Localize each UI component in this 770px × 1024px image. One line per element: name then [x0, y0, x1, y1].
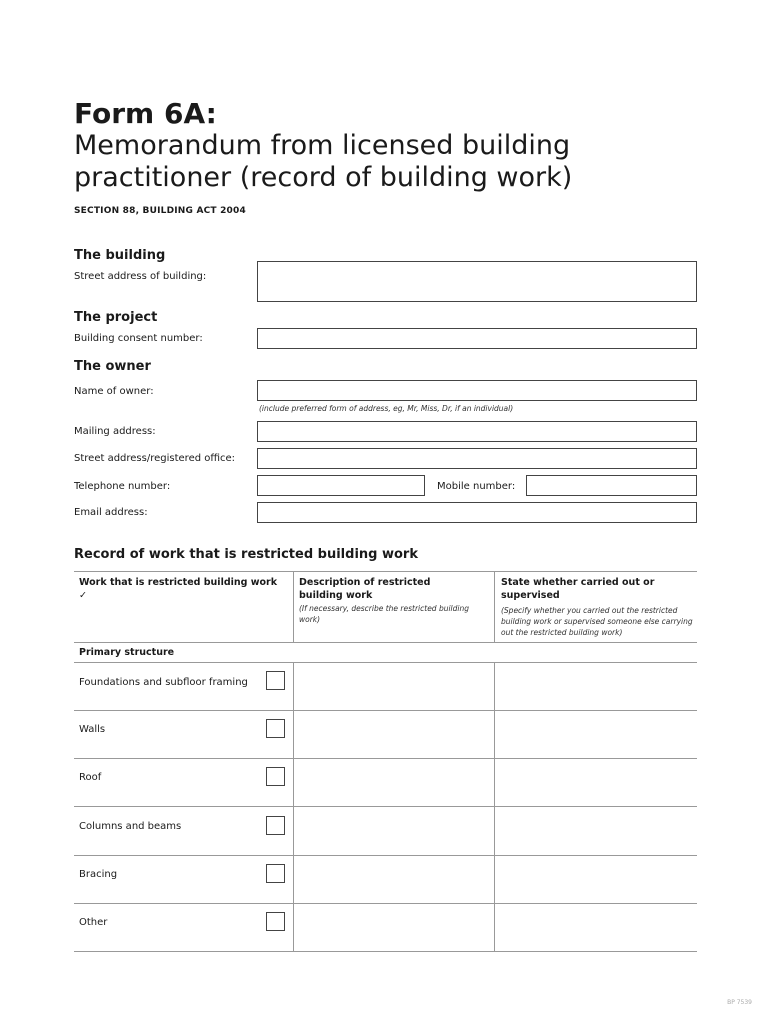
- section-reference: SECTION 88, BUILDING ACT 2004: [74, 206, 246, 216]
- email-label: Email address:: [74, 507, 148, 518]
- checkbox-roof[interactable]: [266, 767, 285, 786]
- checkbox-other[interactable]: [266, 912, 285, 931]
- email-field[interactable]: [257, 502, 697, 523]
- street-address-label: Street address of building:: [74, 271, 207, 282]
- mailing-address-label: Mailing address:: [74, 426, 156, 437]
- checkbox-columns-beams[interactable]: [266, 816, 285, 835]
- header-bottom-rule: [74, 642, 697, 643]
- consent-number-field[interactable]: [257, 328, 697, 349]
- col1-header: Work that is restricted building work: [79, 577, 278, 588]
- owner-name-note: (include preferred form of address, eg, Mr, Miss, Dr, if an individual): [259, 404, 514, 413]
- checkbox-walls[interactable]: [266, 719, 285, 738]
- row-rule: [74, 855, 697, 856]
- row-rule: [74, 903, 697, 904]
- row-label-foundations: Foundations and subfloor framing: [79, 677, 248, 688]
- form-title: Memorandum from licensed building practitioner (record of building work): [74, 130, 573, 193]
- mobile-label: Mobile number:: [437, 481, 516, 492]
- col2-note: (If necessary, describe the restricted building work): [299, 604, 469, 624]
- primary-structure-label: Primary structure: [79, 647, 175, 658]
- col3-header: State whether carried out or supervised: [501, 577, 655, 601]
- owner-name-label: Name of owner:: [74, 386, 154, 397]
- checkbox-bracing[interactable]: [266, 864, 285, 883]
- row-rule: [74, 710, 697, 711]
- row-rule: [74, 758, 697, 759]
- telephone-label: Telephone number:: [74, 481, 171, 492]
- col2-header: Description of restricted building work: [299, 577, 431, 601]
- row-rule: [74, 806, 697, 807]
- group-bottom-rule: [74, 662, 697, 663]
- row-label-columns-beams: Columns and beams: [79, 821, 182, 832]
- body-divider-2: [494, 662, 495, 952]
- col3-note: (Specify whether you carried out the restricted building work or supervised someone else carrying out the restricted building work): [501, 606, 693, 637]
- form-number: Form 6A:: [74, 97, 217, 130]
- project-heading: The project: [74, 310, 158, 325]
- table-bottom-rule: [74, 951, 697, 952]
- row-label-other: Other: [79, 917, 108, 928]
- mobile-field[interactable]: [526, 475, 697, 496]
- telephone-field[interactable]: [257, 475, 425, 496]
- registered-office-field[interactable]: [257, 448, 697, 469]
- header-divider-2: [494, 571, 495, 643]
- mailing-address-field[interactable]: [257, 421, 697, 442]
- owner-heading: The owner: [74, 359, 151, 374]
- building-heading: The building: [74, 248, 166, 263]
- owner-name-field[interactable]: [257, 380, 697, 401]
- table-top-rule: [74, 571, 697, 572]
- body-divider-1: [293, 662, 294, 952]
- row-label-roof: Roof: [79, 772, 102, 783]
- document-code: BP 7539: [727, 999, 752, 1006]
- col1-check-mark: ✓: [79, 590, 87, 601]
- row-label-walls: Walls: [79, 724, 106, 735]
- record-heading: Record of work that is restricted building work: [74, 547, 418, 562]
- header-divider-1: [293, 571, 294, 643]
- street-address-field[interactable]: [257, 261, 697, 302]
- consent-number-label: Building consent number:: [74, 333, 203, 344]
- row-label-bracing: Bracing: [79, 869, 118, 880]
- registered-office-label: Street address/registered office:: [74, 453, 236, 464]
- checkbox-foundations[interactable]: [266, 671, 285, 690]
